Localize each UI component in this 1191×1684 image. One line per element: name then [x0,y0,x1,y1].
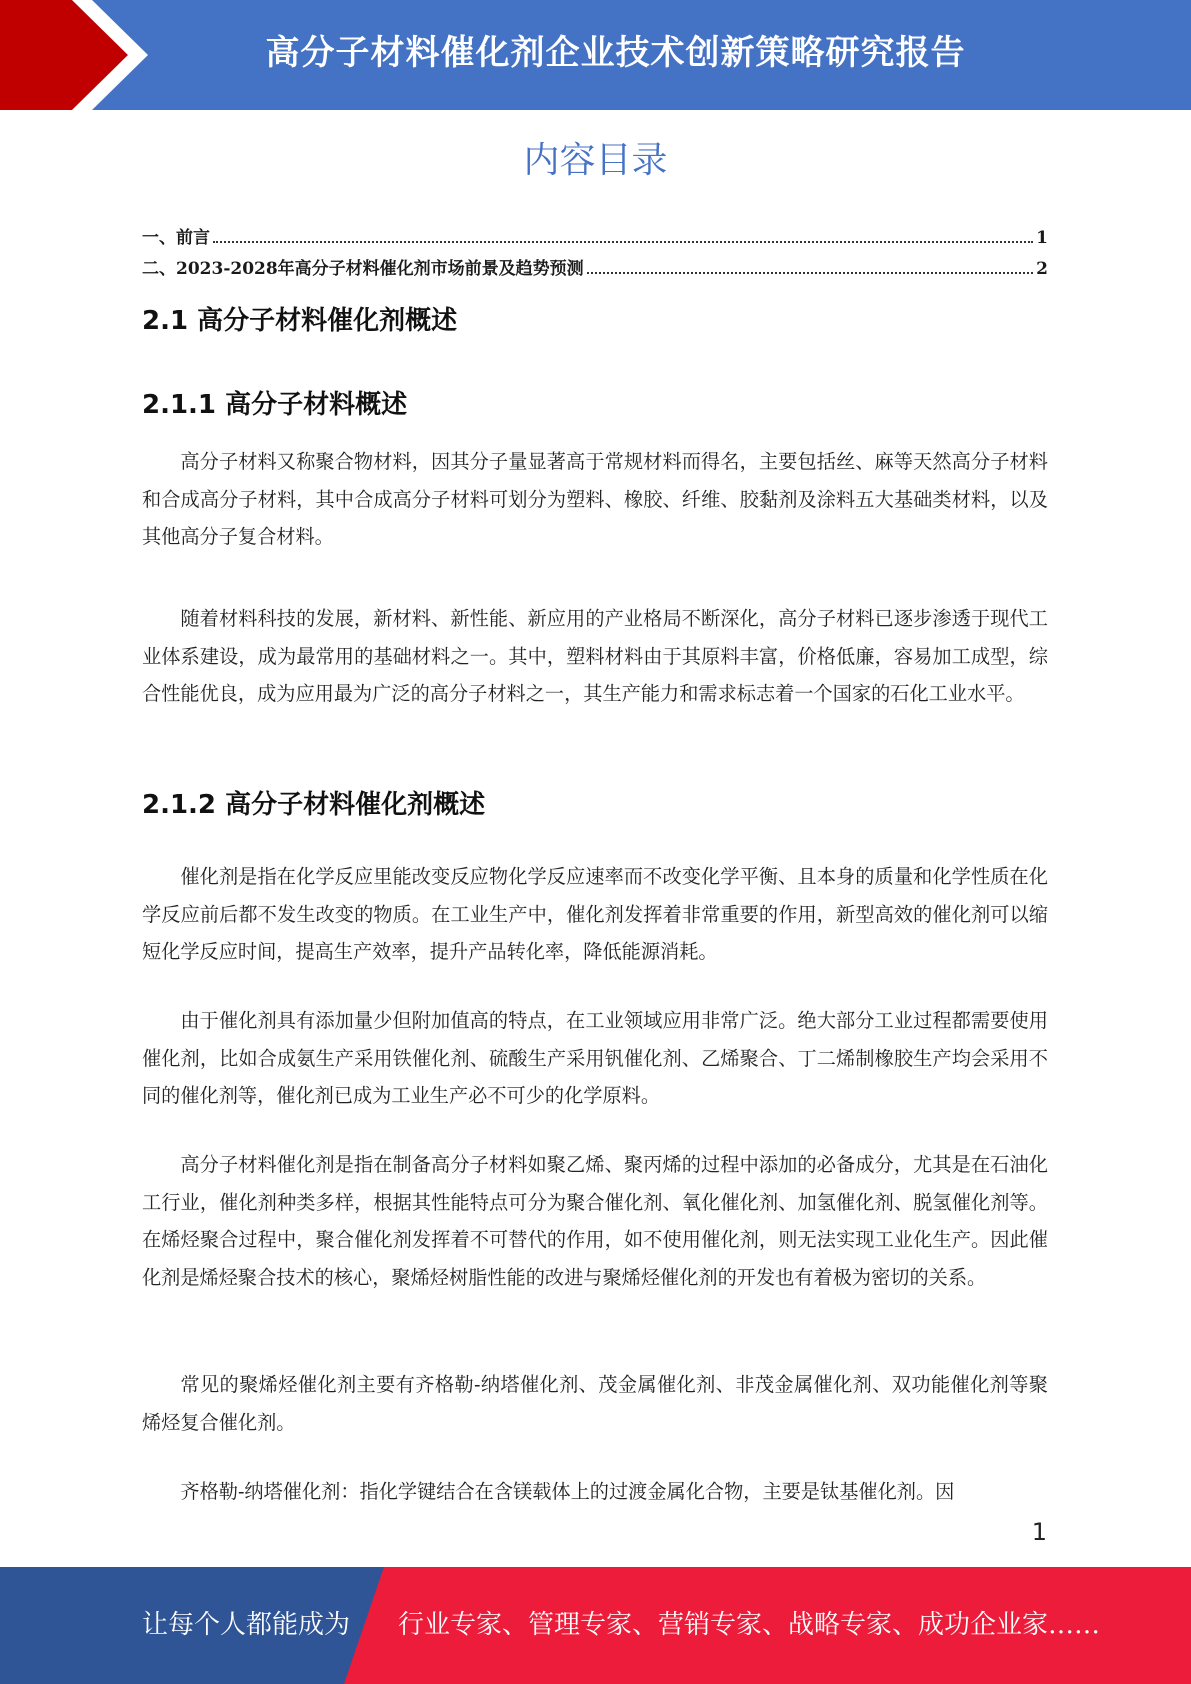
toc-leader-dots [213,241,1033,243]
header-banner [0,0,1191,110]
toc-entry-page: 1 [1036,228,1048,248]
toc-entry-preface[interactable] [142,223,1048,254]
paragraph: 催化剂是指在化学反应里能改变反应物化学反应速率而不改变化学平衡、且本身的质量和化学性质在化学反应前后都不发生改变的物质。在工业生产中，催化剂发挥着非常重要的作用，新型高效的催化剂可以缩短化学反应时间，提高生产效率，提升产品转化率，降低能源消耗。 [142,865,1048,963]
toc-entry-label: 一、前言 [142,228,210,248]
paragraph: 齐格勒-纳塔催化剂：指化学键结合在含镁载体上的过渡金属化合物，主要是钛基催化剂。因 [180,1480,955,1503]
toc-leader-dots [587,272,1033,274]
paragraph: 高分子材料催化剂是指在制备高分子材料如聚乙烯、聚丙烯的过程中添加的必备成分，尤其是在石油化工行业，催化剂种类多样，根据其性能特点可分为聚合催化剂、氧化催化剂、加氢催化剂、脱氢催化剂等。在烯烃聚合过程中，聚合催化剂发挥着不可替代的作用，如不使用催化剂，则无法实现工业化生产。因此催化剂是烯烃聚合技术的核心，聚烯烃树脂性能的改进与聚烯烃催化剂的开发也有着极为密切的关系。 [142,1153,1048,1289]
toc-heading: 内容目录 [523,140,668,181]
table-of-contents [142,223,1048,285]
section-heading-2-1: 2.1 高分子材料催化剂概述 [142,306,458,336]
footer-slogan-right: 行业专家、管理专家、营销专家、战略专家、成功企业家…… [398,1610,1101,1640]
paragraph: 高分子材料又称聚合物材料，因其分子量显著高于常规材料而得名，主要包括丝、麻等天然高分子材料和合成高分子材料，其中合成高分子材料可划分为塑料、橡胶、纤维、胶黏剂及涂料五大基础类材料，以及其他高分子复合材料。 [142,450,1048,548]
paragraph: 常见的聚烯烃催化剂主要有齐格勒-纳塔催化剂、茂金属催化剂、非茂金属催化剂、双功能催化剂等聚烯烃复合催化剂。 [142,1373,1048,1434]
section-heading-2-1-2: 2.1.2 高分子材料催化剂概述 [142,790,486,820]
footer-slogan-left: 让每个人都能成为 [142,1610,351,1640]
section-heading-2-1-1: 2.1.1 高分子材料概述 [142,390,408,420]
footer-banner [0,1567,1191,1684]
paragraph: 由于催化剂具有添加量少但附加值高的特点，在工业领域应用非常广泛。绝大部分工业过程都需要使用催化剂，比如合成氨生产采用铁催化剂、硫酸生产采用钒催化剂、乙烯聚合、丁二烯制橡胶生产均会采用不同的催化剂等，催化剂已成为工业生产必不可少的化学原料。 [142,1009,1048,1107]
toc-entry-market-outlook[interactable] [142,254,1048,285]
paragraph: 随着材料科技的发展，新材料、新性能、新应用的产业格局不断深化，高分子材料已逐步渗透于现代工业体系建设，成为最常用的基础材料之一。其中，塑料材料由于其原料丰富，价格低廉，容易加工成型，综合性能优良，成为应用最为广泛的高分子材料之一，其生产能力和需求标志着一个国家的石化工业水平。 [142,607,1048,705]
report-title: 高分子材料催化剂企业技术创新策略研究报告 [265,33,966,73]
page-number: 1 [1031,1518,1047,1546]
toc-entry-page: 2 [1036,259,1048,279]
toc-entry-label: 二、2023-2028年高分子材料催化剂市场前景及趋势预测 [142,259,584,279]
red-arrow-logo [0,0,150,110]
